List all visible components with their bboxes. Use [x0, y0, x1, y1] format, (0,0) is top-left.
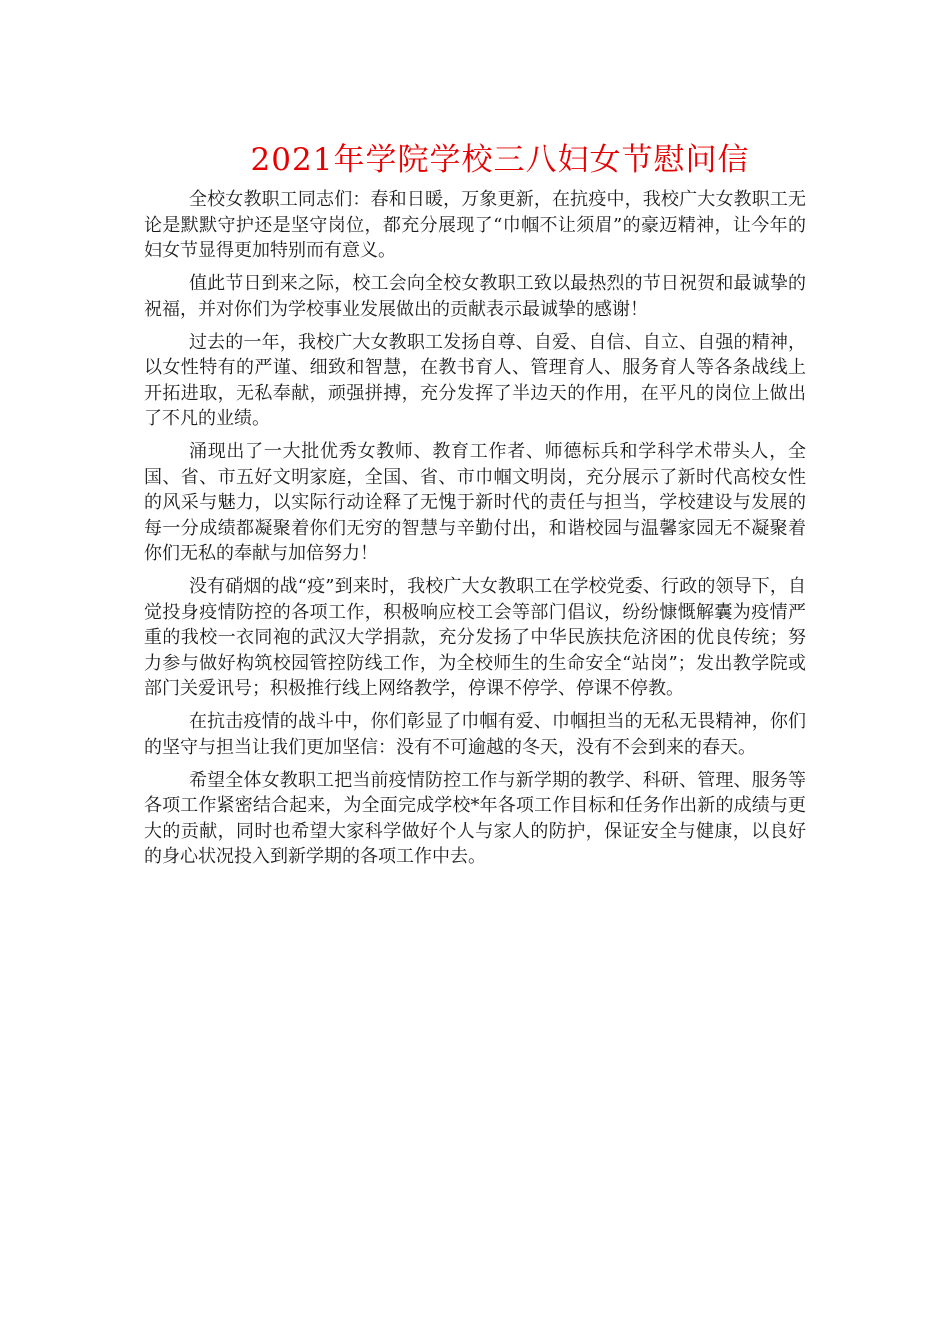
paragraph-congratulations: 值此节日到来之际，校工会向全校女教职工致以最热烈的节日祝贺和最诚挚的祝福，并对你们为学校事业发展做出的贡献表示最诚挚的感谢！: [144, 273, 806, 320]
paragraph-hopes: 希望全体女教职工把当前疫情防控工作与新学期的教学、科研、管理、服务等各项工作紧密结合起来，为全面完成学校*年各项工作目标和任务作出新的成绩与更大的贡献，同时也希望大家科学做好个人与家人的防护，保证安全与健康，以良好的身心状况投入到新学期的各项工作中去。: [144, 769, 806, 867]
paragraph-greeting: 全校女教职工同志们：春和日暖，万象更新，在抗疫中，我校广大女教职工无论是默默守护还是坚守岗位，都充分展现了“巾帼不让须眉”的豪迈精神，让今年的妇女节显得更加特别而有意义。: [144, 189, 806, 261]
paragraph-achievements: 涌现出了一大批优秀女教师、教育工作者、师德标兵和学科学术带头人，全国、省、市五好文明家庭，全国、省、市巾帼文明岗，充分展示了新时代高校女性的风采与魅力，以实际行动诠释了无愧于新时代的责任与担当，学校建设与发展的每一分成绩都凝聚着你们无穷的智慧与辛勤付出，和谐校园与温馨家园无不凝聚着你们无私的奉献与加倍努力！: [144, 441, 806, 564]
paragraph-epidemic-response: 没有硝烟的战“疫”到来时，我校广大女教职工在学校党委、行政的领导下，自觉投身疫情防控的各项工作，积极响应校工会等部门倡议，纷纷慷慨解囊为疫情严重的我校一衣同袍的武汉大学捐款，充分发扬了中华民族扶危济困的优良传统；努力参与做好构筑校园管控防线工作，为全校师生的生命安全“站岗”；发出教学院或部门关爱讯号；积极推行线上网络教学，停课不停学、停课不停教。: [144, 576, 806, 699]
paragraph-fighting-spirit: 在抗击疫情的战斗中，你们彰显了巾帼有爱、巾帼担当的无私无畏精神，你们的坚守与担当让我们更加坚信：没有不可逾越的冬天，没有不会到来的春天。: [144, 711, 806, 758]
document-title: 2021年学院学校三八妇女节慰问信: [250, 142, 750, 178]
document-body: [144, 187, 806, 877]
paragraph-past-year: 过去的一年，我校广大女教职工发扬自尊、自爱、自信、自立、自强的精神，以女性特有的严谨、细致和智慧，在教书育人、管理育人、服务育人等各条战线上开拓进取，无私奉献，顽强拼搏，充分发挥了半边天的作用，在平凡的岗位上做出了不凡的业绩。: [144, 331, 806, 429]
